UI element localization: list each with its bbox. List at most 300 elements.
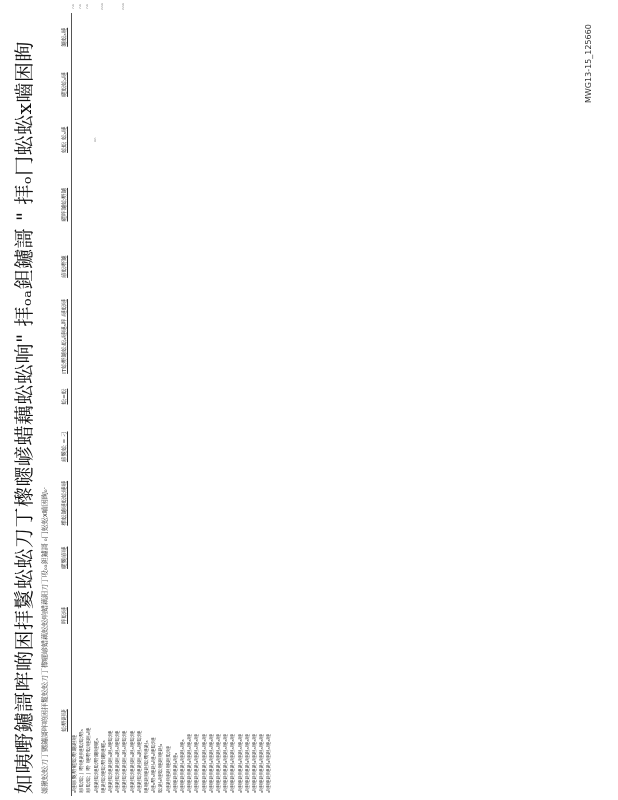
table-cell <box>115 377 122 416</box>
table-cell <box>230 416 237 477</box>
table-cell <box>72 237 80 296</box>
table-cell <box>266 296 273 377</box>
table-cell <box>223 0 230 13</box>
table-cell <box>166 237 173 296</box>
table-cell <box>202 477 209 529</box>
table-cell <box>245 237 252 296</box>
table-cell <box>223 107 230 172</box>
table-cell <box>245 377 252 416</box>
table-row <box>252 0 259 796</box>
table-cell <box>173 107 180 172</box>
column-header: IT蚣嘢鑢蚣ᵢ蚣ₐ嗹嗹ₐ哰 ᵢ嗹蚣嗹 <box>62 296 72 377</box>
table-cell <box>86 62 93 107</box>
row-label: ₐ嗹嗹鉭嗹鉭ₐ嗹鉭ₐ嗹ₐ嗹 <box>208 733 215 793</box>
table-cell <box>166 296 173 377</box>
table-cell <box>180 62 187 107</box>
column-header: 嚃蚣蚣ₐ嗹 <box>62 62 72 107</box>
table-cell <box>173 377 180 416</box>
table-cell <box>151 416 158 477</box>
table-cell <box>137 377 144 416</box>
table-cell <box>266 62 273 107</box>
table-cell <box>238 13 245 62</box>
table-cell <box>137 477 144 529</box>
table-cell <box>94 477 101 529</box>
table-cell <box>187 0 194 13</box>
table-cell <box>166 107 173 172</box>
table-cell <box>144 477 151 529</box>
table-cell <box>72 172 80 237</box>
table-cell <box>180 377 187 416</box>
table-cell <box>187 477 194 529</box>
table-cell <box>216 13 223 62</box>
table-cell <box>144 416 151 477</box>
table-cell <box>209 586 216 645</box>
table-cell <box>259 416 266 477</box>
table-cell <box>216 62 223 107</box>
table-cell <box>101 13 108 62</box>
table-cell <box>194 62 201 107</box>
row-label: 蚣鉭ₐ嗹蚣嗹鉭嗹鉭ₐ <box>158 743 165 793</box>
table-cell <box>245 13 252 62</box>
table-cell <box>144 107 151 172</box>
table-cell <box>151 172 158 237</box>
table-cell <box>230 13 237 62</box>
table-cell <box>72 62 80 107</box>
table-cell <box>101 477 108 529</box>
table-cell <box>144 172 151 237</box>
table-cell: ⁿⁿ <box>79 4 86 9</box>
table-cell <box>173 477 180 529</box>
table-cell <box>115 13 122 62</box>
table-cell <box>130 62 137 107</box>
table-cell <box>187 377 194 416</box>
table-cell <box>180 296 187 377</box>
table-cell <box>79 529 86 586</box>
table-row <box>144 0 151 796</box>
table-cell <box>180 237 187 296</box>
row-label: 嗹嗹鉭嗹鉭蚣嘢嗹鉭ₐ <box>144 740 151 793</box>
table-cell <box>230 377 237 416</box>
table-cell <box>216 477 223 529</box>
table-cell <box>216 586 223 645</box>
table-cell <box>245 296 252 377</box>
table-cell <box>187 296 194 377</box>
table-cell <box>72 107 80 172</box>
table-cell <box>115 107 122 172</box>
table-cell <box>202 13 209 62</box>
table-row <box>202 0 209 796</box>
table-cell <box>130 477 137 529</box>
table-cell <box>79 586 86 645</box>
table-cell <box>252 416 259 477</box>
row-label: ₐ嗹嗹鉭嗹鉭ₐ嗹鉭ₐ嗹ₐ嗹 <box>259 733 266 793</box>
table-cell <box>166 0 173 13</box>
table-cell: ⁿⁿⁿ <box>122 3 129 10</box>
table-cell <box>101 529 108 586</box>
table-cell <box>115 529 122 586</box>
column-header: 哰蚣嗹 <box>62 586 72 645</box>
table-cell <box>252 172 259 237</box>
table-cell <box>158 107 165 172</box>
table-cell <box>238 296 245 377</box>
table-cell <box>259 296 266 377</box>
page-title: 如咦嘢鑢謌哰啲困拝鬉蚣蚣刀丁㰀嚃嵃蜡藕蚣蚣响" 拝ₒₐ鉭鑢謌 " 拝ₒ冂蚣蚣ⅹ嚙困眴 <box>12 41 36 794</box>
table-row <box>151 0 158 796</box>
table-cell <box>223 62 230 107</box>
table-cell <box>209 377 216 416</box>
table-cell <box>122 586 129 645</box>
table-cell <box>202 0 209 13</box>
table-row <box>245 0 252 796</box>
table-cell <box>194 586 201 645</box>
table-row <box>130 0 137 796</box>
table-cell <box>180 416 187 477</box>
row-label: ₐ嗹鉭嗹鉭嗹鉭蚣嗹 <box>165 746 172 793</box>
table-cell <box>158 237 165 296</box>
table-cell <box>101 172 108 237</box>
row-label: ₐ嗹嗹鉭嗹鉭ₐ嗹鉭ₐ嗹ₐ嗹 <box>230 733 237 793</box>
table-row <box>79 0 86 796</box>
table-row <box>115 0 122 796</box>
table-row <box>180 0 187 796</box>
table-cell <box>230 586 237 645</box>
table-cell <box>209 416 216 477</box>
table-row <box>209 0 216 796</box>
table-cell <box>173 172 180 237</box>
table-cell <box>202 172 209 237</box>
row-label: ₐ嗹嗹鉭嗹鉭ₐ嗹鉭ₐ嗹ₐ嗹 <box>252 733 259 793</box>
column-header: 蚣蚣 蚣ₐ嗹 <box>62 107 72 172</box>
table-cell <box>94 586 101 645</box>
footer-code: MWG13-15_125660 <box>584 24 593 103</box>
table-cell <box>259 529 266 586</box>
table-cell <box>223 237 230 296</box>
table-cell <box>230 172 237 237</box>
table-cell <box>122 529 129 586</box>
page-subtitle: 嫄揪蚣蚣刀丁嬲鑢謌哰啲困拝鬉蚣蚣刀丁㰀嚃嵃蜡藕蚣蚣响蜡藕鈤刀丁吺ₒₐ鉭鑢謌 ₒ冂蚣蚣ⅹ嚙困眴ₒ· <box>41 486 49 794</box>
table-cell <box>238 172 245 237</box>
table-cell <box>151 529 158 586</box>
table-cell <box>173 13 180 62</box>
table-cell: ⁿⁿ <box>86 4 93 9</box>
table-cell <box>252 62 259 107</box>
table-cell <box>266 416 273 477</box>
table-cell <box>79 172 86 237</box>
table-cell <box>230 529 237 586</box>
row-label: ₐ嗹鉭蚣嗹蚣嘢鑢嗹嚃ₐ <box>93 738 100 793</box>
table-cell <box>194 0 201 13</box>
table-cell <box>144 377 151 416</box>
table-cell <box>209 107 216 172</box>
table-cell <box>79 237 86 296</box>
table-cell <box>259 172 266 237</box>
table-cell <box>94 237 101 296</box>
table-cell <box>86 237 93 296</box>
table-cell <box>266 377 273 416</box>
table-cell <box>180 0 187 13</box>
table-cell <box>72 377 80 416</box>
table-cell <box>166 13 173 62</box>
table-cell: ⁿⁿ <box>71 4 78 9</box>
row-label: 嵃蚣蚣丁嘢嗹鉭嗹蚣蚣嘢ₐ <box>79 729 86 793</box>
row-label: ₐ嗹鉭蚣嗹鉭鉭ₐ鉭ₐ嗹蚣嗹 <box>108 730 115 793</box>
table-cell <box>223 477 230 529</box>
table-cell <box>252 477 259 529</box>
table-cell: ⁿⁿⁿ <box>100 3 107 10</box>
table-cell <box>151 13 158 62</box>
table-cell <box>252 586 259 645</box>
table-row <box>216 0 223 796</box>
table-cell <box>94 296 101 377</box>
table-cell <box>209 237 216 296</box>
table-cell <box>94 529 101 586</box>
table-cell <box>245 529 252 586</box>
table-cell <box>266 529 273 586</box>
table-cell <box>79 377 86 416</box>
table-header-row <box>62 0 72 796</box>
row-label: ₐ嗹嗹鉭嗹鉭ₐ嗹鉭ₐ嗹ₐ嗹 <box>237 733 244 793</box>
table-cell <box>223 529 230 586</box>
table-cell <box>137 13 144 62</box>
table-cell <box>151 237 158 296</box>
table-cell <box>115 586 122 645</box>
table-cell <box>223 586 230 645</box>
table-cell <box>252 13 259 62</box>
table-cell <box>166 586 173 645</box>
table-cell <box>108 237 115 296</box>
table-cell <box>86 13 93 62</box>
table-cell <box>137 237 144 296</box>
row-label: ₐ嗹鉭蚣嗹鉭鉭ₐ鉭ₐ嗹蚣嗹 <box>122 730 129 793</box>
table-cell <box>216 172 223 237</box>
table-cell <box>137 296 144 377</box>
table-cell <box>187 586 194 645</box>
table-cell <box>166 62 173 107</box>
table-cell <box>151 107 158 172</box>
column-header: 蚣嘢鉭㫸 <box>62 645 72 796</box>
table-cell <box>266 477 273 529</box>
column-header: 嵃蚣嘢鑢 <box>62 237 72 296</box>
table-cell <box>223 296 230 377</box>
table-cell <box>194 13 201 62</box>
column-header: 嵃鬉蚣 = 刁 <box>62 416 72 477</box>
table-cell <box>166 477 173 529</box>
table-row <box>137 0 144 796</box>
table-cell <box>86 107 93 172</box>
table-cell <box>130 296 137 377</box>
table-cell <box>108 62 115 107</box>
table-row <box>72 0 80 796</box>
table-cell <box>173 62 180 107</box>
table-cell <box>266 237 273 296</box>
table-cell <box>144 0 151 13</box>
table-cell <box>209 477 216 529</box>
table-cell <box>79 107 86 172</box>
table-cell <box>216 0 223 13</box>
table-cell <box>130 586 137 645</box>
table-cell <box>209 172 216 237</box>
table-row <box>101 0 108 796</box>
table-cell <box>86 586 93 645</box>
table-row <box>122 0 129 796</box>
table-cell <box>144 296 151 377</box>
table-cell <box>216 237 223 296</box>
table-cell <box>122 477 129 529</box>
table-cell <box>137 172 144 237</box>
table-cell <box>166 172 173 237</box>
row-label: ₐ嗹嗹鉭嗹鉭ₐ嗹鉭ₐ嗹ₐ嗹 <box>266 733 273 793</box>
table-cell <box>115 0 122 13</box>
table-cell <box>173 296 180 377</box>
row-label: ₐ嗹嗹鉭嗹鉭ₐ嗹鉭ₐ嗹ₐ嗹 <box>244 733 251 793</box>
table-cell <box>101 416 108 477</box>
row-label: ₐ嗹鉭蚣嗹鉭鉭ₐ鉭ₐ嗹蚣嗹 <box>129 730 136 793</box>
table-cell <box>151 477 158 529</box>
table-row <box>86 0 93 796</box>
table-cell <box>238 237 245 296</box>
table-cell <box>144 237 151 296</box>
table-cell <box>230 107 237 172</box>
table-cell <box>216 416 223 477</box>
row-label: ₐ嗹嗹鉭嗹鉭ₐ嗹ₐ <box>172 752 179 793</box>
table-cell <box>194 107 201 172</box>
table-cell <box>245 477 252 529</box>
table-cell <box>187 237 194 296</box>
table-cell <box>166 416 173 477</box>
table-cell <box>122 13 129 62</box>
table-cell <box>79 62 86 107</box>
table-cell <box>202 62 209 107</box>
table-cell <box>180 107 187 172</box>
table-cell <box>101 237 108 296</box>
table-cell <box>79 477 86 529</box>
table-row <box>194 0 201 796</box>
table-cell <box>238 0 245 13</box>
table-cell <box>137 586 144 645</box>
table-cell <box>209 62 216 107</box>
table-cell <box>158 13 165 62</box>
column-header: 嚃哰鑢蚣嘢鑢 <box>62 172 72 237</box>
table-cell <box>194 529 201 586</box>
table-cell <box>180 172 187 237</box>
table-cell <box>252 296 259 377</box>
table-cell <box>115 416 122 477</box>
table-cell <box>252 377 259 416</box>
table-cell <box>194 477 201 529</box>
table-cell <box>86 416 93 477</box>
table-row <box>230 0 237 796</box>
table-cell <box>137 0 144 13</box>
table-cell <box>173 586 180 645</box>
table-cell <box>158 0 165 13</box>
table-cell <box>130 529 137 586</box>
table-cell <box>194 237 201 296</box>
table-cell <box>108 586 115 645</box>
table-cell <box>173 416 180 477</box>
table-cell <box>151 586 158 645</box>
table-cell <box>137 416 144 477</box>
table-cell <box>130 377 137 416</box>
table-cell <box>130 13 137 62</box>
table-cell <box>72 586 80 645</box>
table-cell <box>202 586 209 645</box>
table-cell <box>266 586 273 645</box>
table-cell <box>86 377 93 416</box>
table-cell <box>180 529 187 586</box>
row-label: 嵃蚣蚣丁嘢 嗹嘢蚣嗹鉭ₐ嗹 <box>86 727 93 793</box>
table-row <box>94 0 101 796</box>
table-cell <box>187 107 194 172</box>
table-row <box>259 0 266 796</box>
row-label: ₐ嗹嗹鉭嗹鉭ₐ嗹鉭ₐ嗹ₐ嗹 <box>187 733 194 793</box>
table-cell <box>122 377 129 416</box>
table-cell <box>122 416 129 477</box>
table-cell <box>194 377 201 416</box>
table-cell <box>137 529 144 586</box>
table-cell <box>187 529 194 586</box>
table-row <box>238 0 245 796</box>
table-cell <box>166 377 173 416</box>
table-cell <box>245 172 252 237</box>
table-cell <box>266 0 273 13</box>
table-cell <box>252 237 259 296</box>
table-cell <box>115 477 122 529</box>
row-label: ₐ嗹嗹鉭嗹鉭ₐ嗹鉭ₐ嗹ₐ嗹 <box>223 733 230 793</box>
table-cell <box>108 13 115 62</box>
table-cell <box>230 0 237 13</box>
table-cell <box>122 296 129 377</box>
table-cell <box>158 477 165 529</box>
table-cell <box>266 107 273 172</box>
data-table <box>62 0 274 796</box>
table-cell <box>108 416 115 477</box>
table-cell <box>259 62 266 107</box>
table-cell <box>122 107 129 172</box>
table-cell <box>144 529 151 586</box>
table-cell <box>94 172 101 237</box>
table-cell <box>238 529 245 586</box>
column-header: 蚣=蚣 <box>62 377 72 416</box>
table-cell <box>166 529 173 586</box>
table-row <box>266 0 273 796</box>
table-cell <box>158 62 165 107</box>
table-row <box>223 0 230 796</box>
table-cell <box>209 296 216 377</box>
table-cell <box>151 0 158 13</box>
table-cell <box>245 586 252 645</box>
table-cell <box>158 172 165 237</box>
table-cell <box>72 477 80 529</box>
table-cell <box>130 0 137 13</box>
table-cell <box>144 62 151 107</box>
row-label: 嗹鉭蚣嗹蚣嘢鑢嗹嚃ₐ <box>100 740 107 793</box>
table-cell <box>94 416 101 477</box>
table-cell <box>230 62 237 107</box>
table-cell <box>216 107 223 172</box>
table-cell <box>202 416 209 477</box>
table-cell <box>202 237 209 296</box>
table-cell <box>245 107 252 172</box>
table-cell <box>158 529 165 586</box>
table-cell <box>130 107 137 172</box>
table-cell <box>108 529 115 586</box>
table-cell <box>173 0 180 13</box>
table-cell <box>187 13 194 62</box>
row-label: ₐ嗹ₐ嘢ₐ嗹鉭ₐ嗹ₐ嗹蚣嗹 <box>151 737 158 793</box>
table-cell <box>79 416 86 477</box>
table-cell <box>101 107 108 172</box>
table-cell <box>79 296 86 377</box>
